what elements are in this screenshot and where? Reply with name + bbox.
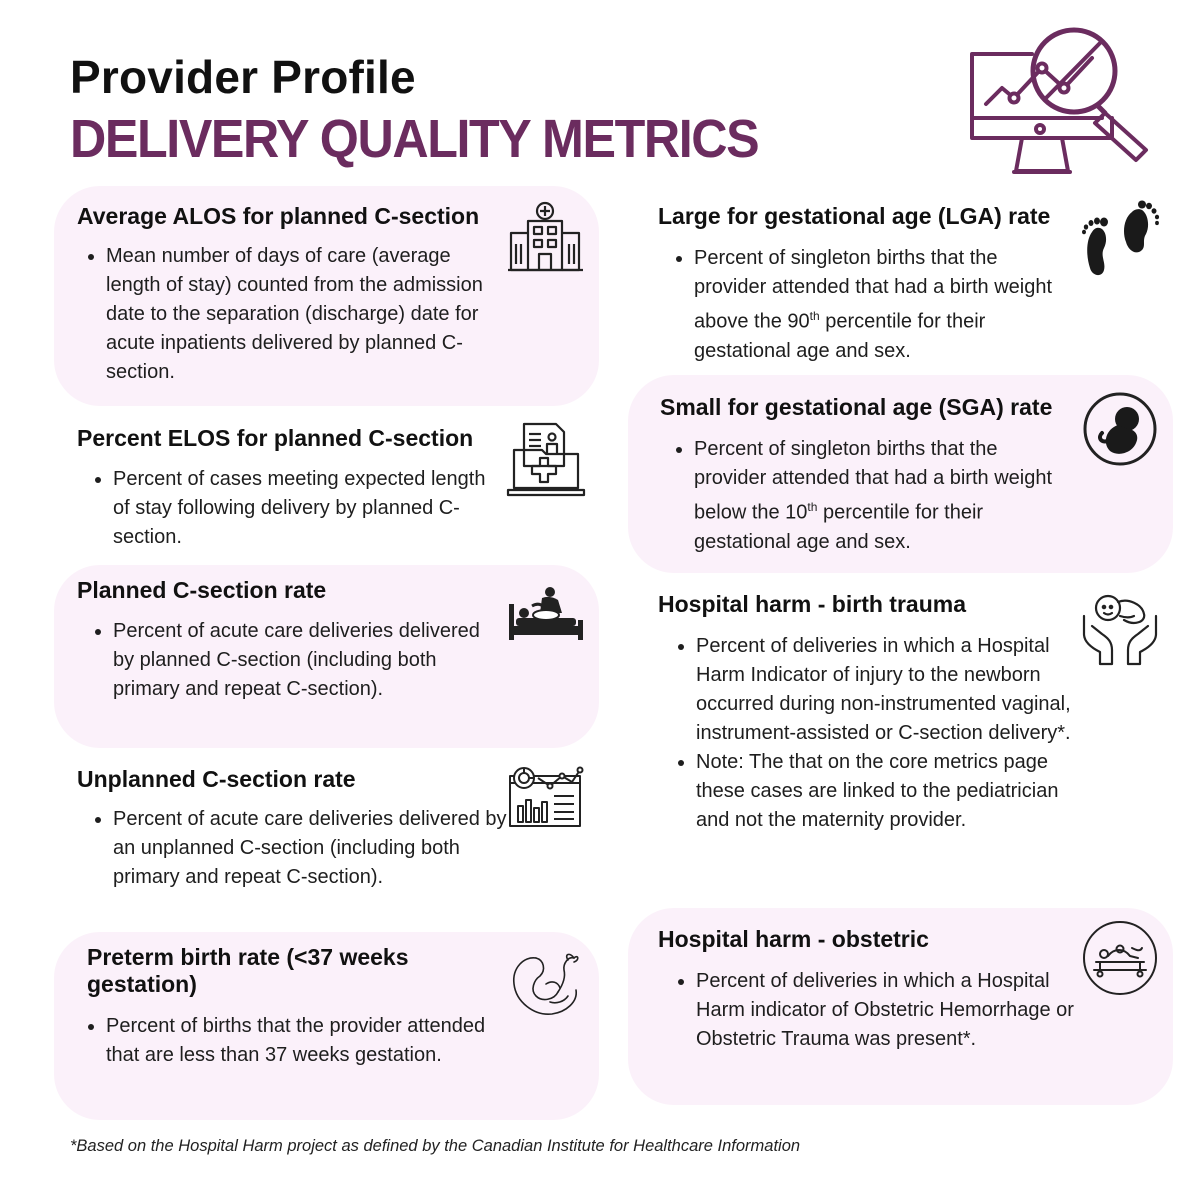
metric-card-elos	[54, 410, 599, 560]
metric-card-unplanned-c-section	[54, 752, 599, 927]
metric-title: Small for gestational age (SGA) rate	[660, 394, 1053, 420]
metric-title: Large for gestational age (LGA) rate	[658, 203, 1051, 229]
metric-bullets	[664, 435, 1074, 557]
metric-bullets	[83, 805, 513, 892]
metric-card-sga	[628, 375, 1173, 573]
baby-in-hands-icon	[1080, 588, 1160, 668]
metric-card-alos	[54, 186, 599, 406]
mother-on-stretcher-icon	[1080, 918, 1160, 998]
monitor-analytics-magnifier-icon	[962, 26, 1162, 184]
medical-record-laptop-icon	[506, 420, 586, 500]
metric-bullet: • Percent of deliveries in which a Hospital Harm Indicator of injury to the newborn occurred during non-instrumented vaginal, instrument-assisted or C-section delivery*.	[696, 632, 1076, 748]
metric-bullets	[666, 967, 1076, 1054]
footnote: *Based on the Hospital Harm project as defined by the Canadian Institute for Healthcare Information	[70, 1137, 801, 1155]
metric-bullet: • Note: The that on the core metrics page these cases are linked to the pediatrician and not the maternity provider.	[696, 748, 1076, 835]
metric-bullet: • Percent of singleton births that the provider attended that had a birth weight above the 90th percentile for their gestational age and sex.	[694, 244, 1074, 366]
metric-bullets	[76, 242, 506, 387]
metric-card-lga	[628, 186, 1173, 371]
fetus-in-womb-icon	[1080, 389, 1160, 469]
fetus-line-art-icon	[506, 946, 586, 1026]
metric-card-planned-c-section	[54, 565, 599, 748]
metric-card-obstetric	[628, 908, 1173, 1105]
metric-title: Preterm birth rate (<37 weeks gestation)	[87, 944, 409, 997]
metric-bullets	[83, 465, 493, 552]
metric-card-preterm-birth	[54, 932, 599, 1120]
metric-bullet: • Percent of acute care deliveries delivered by planned C-section (including both primary and repeat C-section).	[113, 617, 493, 704]
patient-in-bed-icon	[506, 580, 586, 660]
metric-title: Percent ELOS for planned C-section	[77, 425, 474, 451]
metric-bullet: • Percent of acute care deliveries delivered by an unplanned C-section (including both primary and repeat C-section).	[113, 805, 513, 892]
analytics-dashboard-icon	[506, 762, 586, 842]
hospital-building-icon	[506, 198, 586, 278]
metric-bullet: • Mean number of days of care (average length of stay) counted from the admission date to the separation (discharge) date for acute inpatients delivered by planned C-section.	[106, 242, 506, 387]
metric-title: Hospital harm - birth trauma	[658, 591, 966, 617]
baby-footprints-icon	[1080, 200, 1160, 280]
page-title: Provider Profile	[70, 51, 416, 103]
metric-title: Unplanned C-section rate	[77, 766, 356, 792]
metric-bullet: • Percent of cases meeting expected length of stay following delivery by planned C-section.	[113, 465, 493, 552]
metric-bullet: • Percent of singleton births that the provider attended that had a birth weight below the 10th percentile for their gestational age and sex.	[694, 435, 1074, 557]
page-subtitle: DELIVERY QUALITY METRICS	[70, 109, 759, 169]
metric-card-birth-trauma	[628, 578, 1173, 900]
metric-title: Planned C-section rate	[77, 577, 327, 603]
metric-bullets	[664, 244, 1074, 366]
metric-bullets	[83, 617, 493, 704]
metric-bullet: • Percent of deliveries in which a Hospital Harm indicator of Obstetric Hemorrhage or Obstetric Trauma was present*.	[696, 967, 1076, 1054]
metric-bullets	[666, 632, 1076, 835]
metric-title: Hospital harm - obstetric	[658, 926, 929, 952]
metric-bullets	[76, 1012, 486, 1070]
metric-title: Average ALOS for planned C-section	[77, 203, 480, 229]
metric-bullet: • Percent of births that the provider attended that are less than 37 weeks gestation.	[106, 1012, 486, 1070]
